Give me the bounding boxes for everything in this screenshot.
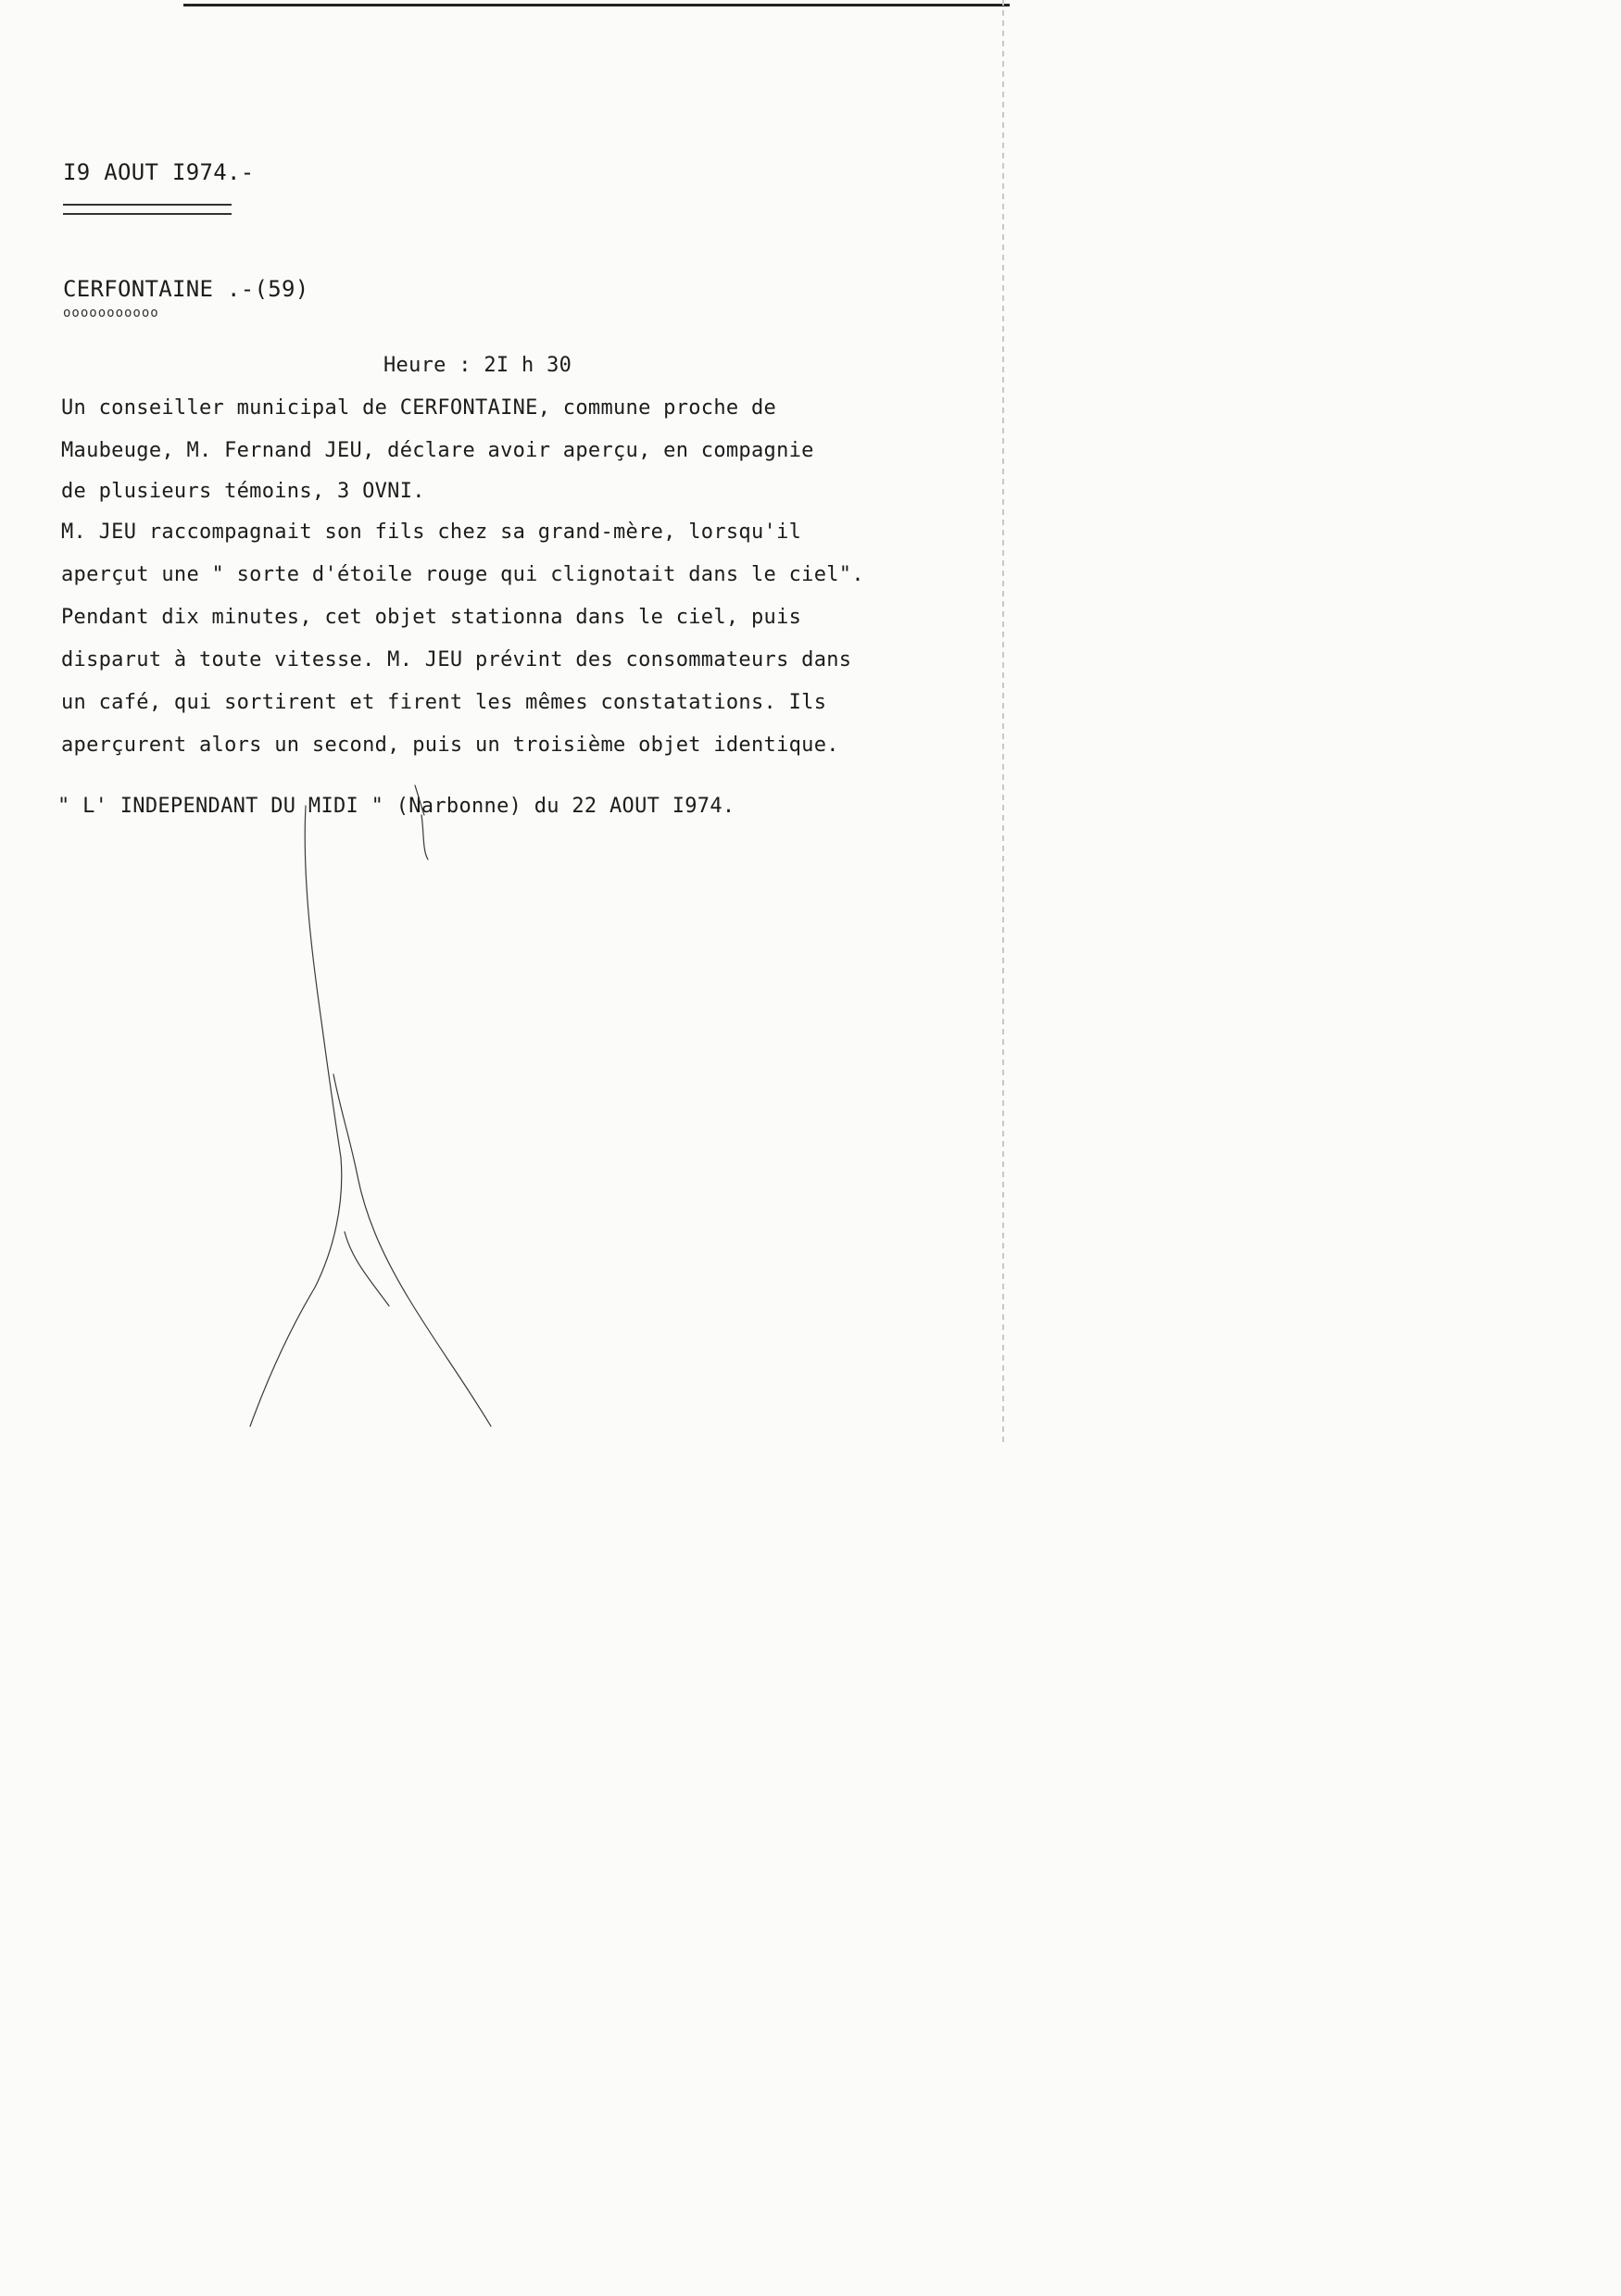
time-line: Heure : 2I h 30 <box>383 354 572 377</box>
body-line: disparut à toute vitesse. M. JEU prévint des consommateurs dans <box>61 648 852 671</box>
place-heading: CERFONTAINE .-(59) <box>63 276 309 302</box>
body-line: M. JEU raccompagnait son fils chez sa grand-mère, lorsqu'il <box>61 521 802 544</box>
body-line: un café, qui sortirent et firent les mêmes constatations. Ils <box>61 691 827 714</box>
place-underline: ooooooooooo <box>63 306 159 320</box>
body-line: Un conseiller municipal de CERFONTAINE, commune proche de <box>61 396 777 420</box>
body-line: Maubeuge, M. Fernand JEU, déclare avoir aperçu, en compagnie <box>61 439 814 462</box>
pen-scribble-lines <box>0 0 1020 1443</box>
body-line: Pendant dix minutes, cet objet stationna dans le ciel, puis <box>61 606 802 629</box>
body-line: de plusieurs témoins, 3 OVNI. <box>61 480 425 503</box>
document-page <box>0 0 1020 1443</box>
source-citation: " L' INDEPENDANT DU MIDI " (Narbonne) du 22 AOUT I974. <box>57 795 735 818</box>
body-line: aperçut une " sorte d'étoile rouge qui clignotait dans le ciel". <box>61 563 864 586</box>
body-line: aperçurent alors un second, puis un troisième objet identique. <box>61 734 839 757</box>
document-date: I9 AOUT I974.- <box>63 159 255 185</box>
